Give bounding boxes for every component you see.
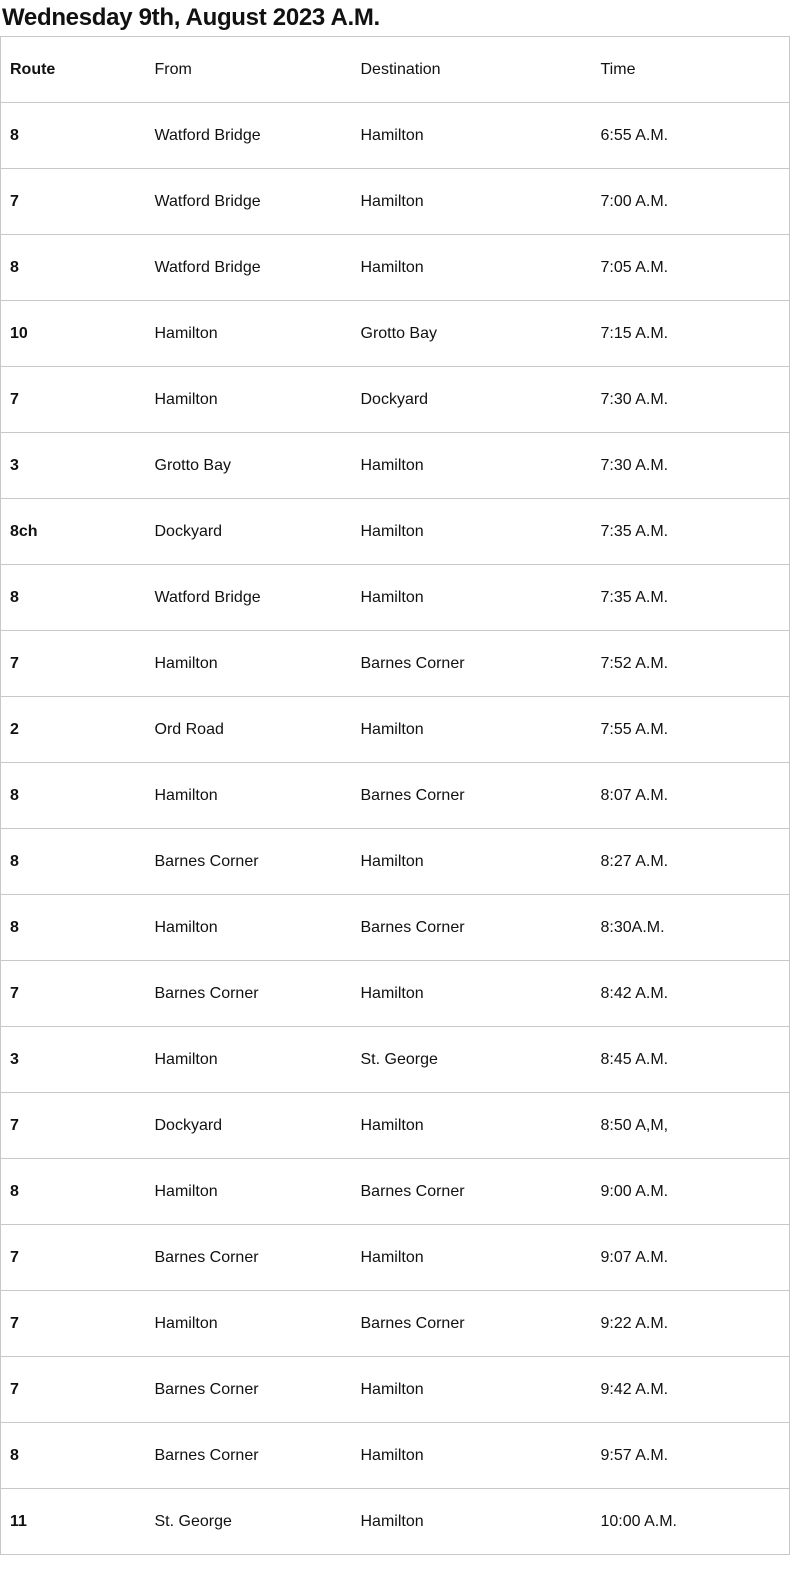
- cell-destination: Hamilton: [361, 961, 601, 1027]
- column-header-from: From: [155, 37, 361, 103]
- cell-from: Barnes Corner: [155, 961, 361, 1027]
- cell-destination: Barnes Corner: [361, 1159, 601, 1225]
- table-row: [1, 895, 790, 961]
- cell-from: Hamilton: [155, 1159, 361, 1225]
- cell-destination: Hamilton: [361, 1225, 601, 1291]
- table-row: [1, 301, 790, 367]
- cell-from: Barnes Corner: [155, 1225, 361, 1291]
- cell-time: 7:55 A.M.: [601, 697, 790, 763]
- cell-destination: Hamilton: [361, 433, 601, 499]
- table-row: [1, 1027, 790, 1093]
- cell-time: 9:00 A.M.: [601, 1159, 790, 1225]
- cell-from: Hamilton: [155, 763, 361, 829]
- cell-time: 8:27 A.M.: [601, 829, 790, 895]
- cell-time: 8:50 A,M,: [601, 1093, 790, 1159]
- cell-route: 8ch: [1, 499, 155, 565]
- cell-time: 7:52 A.M.: [601, 631, 790, 697]
- cell-time: 9:42 A.M.: [601, 1357, 790, 1423]
- table-row: [1, 1093, 790, 1159]
- table-row: [1, 235, 790, 301]
- cell-from: Watford Bridge: [155, 235, 361, 301]
- cell-from: St. George: [155, 1489, 361, 1555]
- cell-destination: St. George: [361, 1027, 601, 1093]
- cell-route: 7: [1, 1225, 155, 1291]
- cell-from: Dockyard: [155, 499, 361, 565]
- cell-route: 8: [1, 235, 155, 301]
- cell-from: Grotto Bay: [155, 433, 361, 499]
- cell-from: Hamilton: [155, 631, 361, 697]
- cell-time: 6:55 A.M.: [601, 103, 790, 169]
- cell-from: Watford Bridge: [155, 565, 361, 631]
- table-row: [1, 697, 790, 763]
- table-row: [1, 1291, 790, 1357]
- cell-route: 7: [1, 367, 155, 433]
- table-row: [1, 367, 790, 433]
- cell-time: 8:45 A.M.: [601, 1027, 790, 1093]
- cell-time: 7:35 A.M.: [601, 565, 790, 631]
- cell-route: 2: [1, 697, 155, 763]
- cell-time: 8:30A.M.: [601, 895, 790, 961]
- table-row: [1, 169, 790, 235]
- cell-destination: Dockyard: [361, 367, 601, 433]
- cell-route: 7: [1, 1357, 155, 1423]
- cell-destination: Hamilton: [361, 103, 601, 169]
- table-row: [1, 961, 790, 1027]
- cell-route: 8: [1, 829, 155, 895]
- table-row: [1, 763, 790, 829]
- cell-from: Hamilton: [155, 895, 361, 961]
- cell-destination: Hamilton: [361, 169, 601, 235]
- cell-destination: Hamilton: [361, 1489, 601, 1555]
- cell-destination: Barnes Corner: [361, 631, 601, 697]
- cell-time: 7:00 A.M.: [601, 169, 790, 235]
- table-row: [1, 433, 790, 499]
- cell-from: Barnes Corner: [155, 1423, 361, 1489]
- cell-time: 8:07 A.M.: [601, 763, 790, 829]
- table-row: [1, 1225, 790, 1291]
- cell-time: 9:22 A.M.: [601, 1291, 790, 1357]
- cell-destination: Barnes Corner: [361, 763, 601, 829]
- cell-route: 11: [1, 1489, 155, 1555]
- cell-destination: Hamilton: [361, 1357, 601, 1423]
- cell-time: 7:05 A.M.: [601, 235, 790, 301]
- table-row: [1, 1489, 790, 1555]
- cell-from: Hamilton: [155, 301, 361, 367]
- cell-time: 9:57 A.M.: [601, 1423, 790, 1489]
- cell-route: 7: [1, 961, 155, 1027]
- cell-from: Hamilton: [155, 367, 361, 433]
- cell-destination: Hamilton: [361, 565, 601, 631]
- table-row: [1, 1159, 790, 1225]
- cell-time: 9:07 A.M.: [601, 1225, 790, 1291]
- cell-from: Hamilton: [155, 1027, 361, 1093]
- cell-destination: Hamilton: [361, 829, 601, 895]
- cell-destination: Barnes Corner: [361, 895, 601, 961]
- cell-time: 7:30 A.M.: [601, 433, 790, 499]
- cell-time: 7:15 A.M.: [601, 301, 790, 367]
- cell-destination: Barnes Corner: [361, 1291, 601, 1357]
- table-row: [1, 103, 790, 169]
- column-header-route: Route: [1, 37, 155, 103]
- cell-from: Watford Bridge: [155, 103, 361, 169]
- cell-route: 7: [1, 169, 155, 235]
- table-row: [1, 829, 790, 895]
- cell-route: 8: [1, 565, 155, 631]
- cell-from: Watford Bridge: [155, 169, 361, 235]
- table-row: [1, 631, 790, 697]
- bus-schedule-table: [0, 36, 790, 1555]
- column-header-time: Time: [601, 37, 790, 103]
- cell-route: 3: [1, 433, 155, 499]
- cell-route: 8: [1, 1159, 155, 1225]
- cell-route: 3: [1, 1027, 155, 1093]
- cell-route: 8: [1, 763, 155, 829]
- cell-route: 7: [1, 1291, 155, 1357]
- cell-destination: Hamilton: [361, 499, 601, 565]
- cell-route: 7: [1, 631, 155, 697]
- cell-from: Barnes Corner: [155, 829, 361, 895]
- cell-from: Ord Road: [155, 697, 361, 763]
- cell-destination: Hamilton: [361, 697, 601, 763]
- cell-time: 7:35 A.M.: [601, 499, 790, 565]
- cell-from: Dockyard: [155, 1093, 361, 1159]
- table-row: [1, 499, 790, 565]
- cell-destination: Hamilton: [361, 1423, 601, 1489]
- cell-time: 8:42 A.M.: [601, 961, 790, 1027]
- cell-route: 8: [1, 103, 155, 169]
- page-title: Wednesday 9th, August 2023 A.M.: [2, 4, 380, 31]
- table-row: [1, 1423, 790, 1489]
- cell-route: 8: [1, 1423, 155, 1489]
- cell-destination: Hamilton: [361, 235, 601, 301]
- cell-route: 10: [1, 301, 155, 367]
- cell-time: 7:30 A.M.: [601, 367, 790, 433]
- table-body: [1, 103, 790, 1555]
- column-header-destination: Destination: [361, 37, 601, 103]
- cell-time: 10:00 A.M.: [601, 1489, 790, 1555]
- table-row: [1, 1357, 790, 1423]
- table-row: [1, 565, 790, 631]
- cell-destination: Grotto Bay: [361, 301, 601, 367]
- cell-from: Barnes Corner: [155, 1357, 361, 1423]
- cell-route: 7: [1, 1093, 155, 1159]
- cell-from: Hamilton: [155, 1291, 361, 1357]
- cell-route: 8: [1, 895, 155, 961]
- table-header-row: [1, 37, 790, 103]
- cell-destination: Hamilton: [361, 1093, 601, 1159]
